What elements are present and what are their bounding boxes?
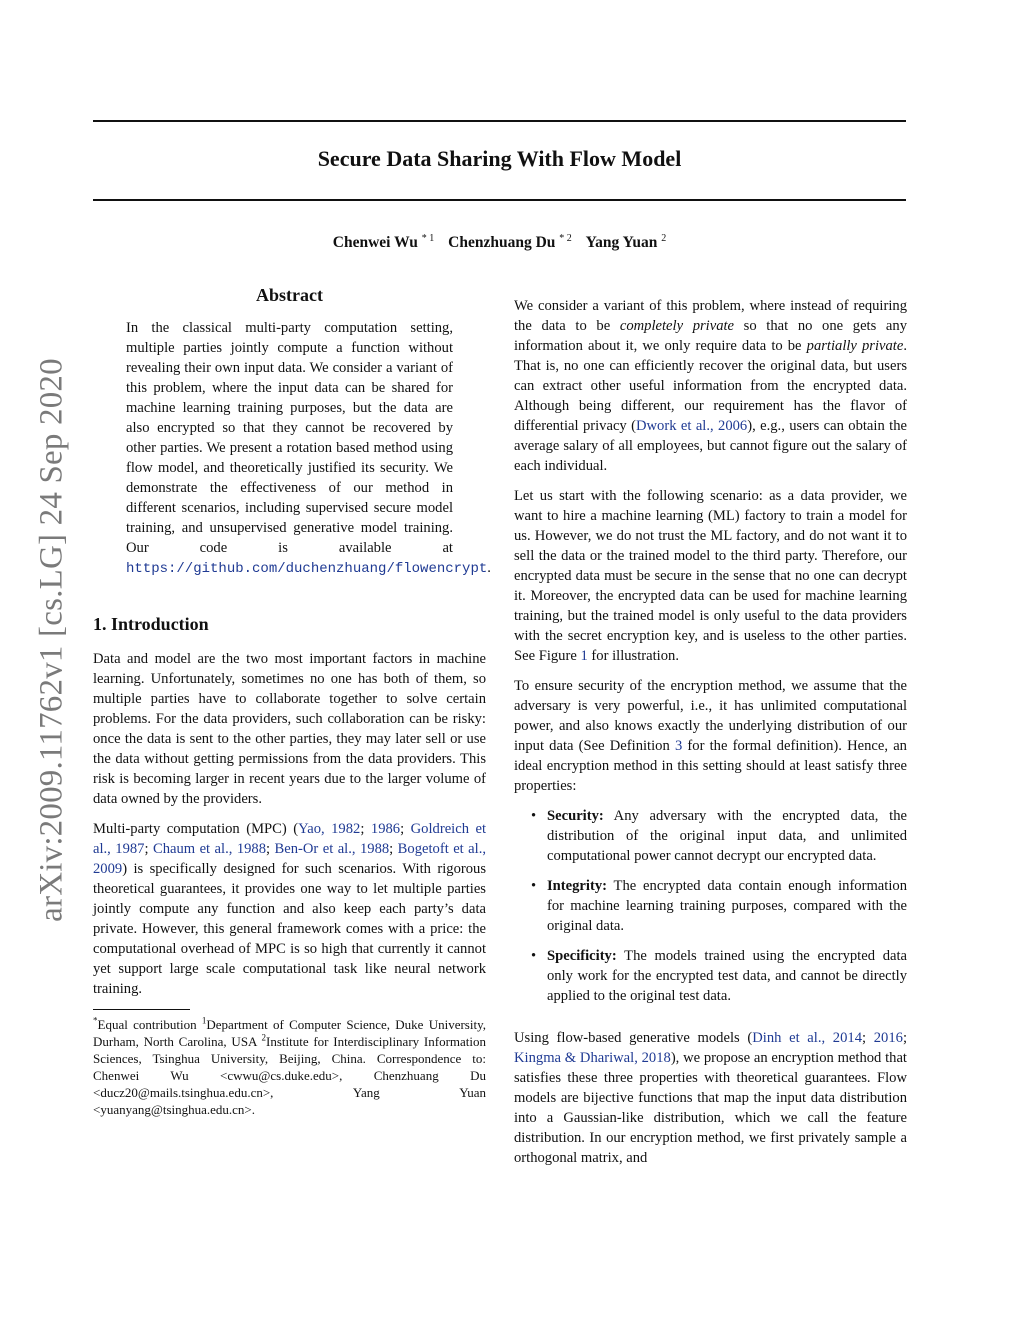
property-integrity <box>547 876 907 936</box>
citation-link[interactable]: Kingma & Dhariwal, 2018 <box>514 1050 671 1066</box>
footnote <box>93 1016 486 1118</box>
author-2 <box>448 234 572 251</box>
text-run: Equal contribution <box>97 1017 202 1032</box>
text-run: for the formal definition). Hence, an ideal encryption method in this setting should at least satisfy three properties: <box>514 738 907 794</box>
introduction-heading: 1. Introduction <box>93 614 209 634</box>
text-run: ; <box>266 841 275 857</box>
author-list <box>93 234 906 252</box>
property-label: Security: <box>547 808 604 824</box>
citation-link[interactable]: Chaum et al., 1988 <box>152 841 267 857</box>
right-paragraph-2 <box>514 486 907 666</box>
right-paragraph-3 <box>514 676 907 796</box>
property-text: The encrypted data contain enough information for machine learning training purposes, compared with the original data. <box>547 878 907 934</box>
author-mark: * 2 <box>559 232 572 244</box>
text-run: ) is specifically designed for such scenarios. With rigorous theoretical guarantees, it provides one way to let multiple parties jointly compute any function and also keep each party’s data private. However, this general framework comes with a price: the computational overhead of MPC is so high that currently it cannot yet support large scale computational task like neural network training. <box>93 861 486 997</box>
text-run: Multi-party computation (MPC) ( <box>93 821 299 837</box>
abstract-end: . <box>487 560 491 576</box>
citation-link[interactable]: Dwork et al., 2006 <box>635 418 748 434</box>
figure-ref-link[interactable]: 1 <box>580 648 588 664</box>
abstract-body <box>126 318 491 579</box>
citation-link[interactable]: Goldreich et al., 1987 <box>93 821 487 857</box>
right-paragraph-1 <box>514 296 907 476</box>
author-mark: 2 <box>661 232 667 244</box>
arxiv-side-label: arXiv:2009.11762v1 [cs.LG] 24 Sep 2020 <box>33 358 70 922</box>
text-run: ; <box>902 1030 907 1046</box>
property-label: Integrity: <box>547 878 607 894</box>
citation-link[interactable]: Yao, 1982 <box>298 821 361 837</box>
text-run: We consider a variant of this problem, where instead of requiring the data to be <box>514 298 907 334</box>
right-paragraph-4 <box>514 1028 907 1168</box>
property-specificity <box>547 946 907 1006</box>
right-column <box>514 296 907 1178</box>
text-run: ), e.g., users can obtain the average salary of all employees, but cannot figure out the salary of each individual. <box>514 418 907 474</box>
author-mark: * 1 <box>421 232 435 244</box>
text-run: so that no one gets any information about it, we only require data to be <box>514 318 907 354</box>
property-text: The models trained using the encrypted data only work for the encrypted test data, and cannot be directly applied to the original test data. <box>547 948 907 1004</box>
intro-paragraph-2 <box>93 819 486 999</box>
footnote-mark: * <box>93 1015 98 1026</box>
citation-link[interactable]: Bogetoft et al., 2009 <box>93 841 486 877</box>
footnote-mark: 2 <box>261 1032 266 1043</box>
text-run: ; <box>360 821 371 837</box>
text-run: . That is, no one can efficiently recover the original data, but users can extract other useful information from the encrypted data. Although being different, our requirement has the flavor of differential privacy ( <box>514 338 907 434</box>
citation-link[interactable]: Ben-Or et al., 1988 <box>274 841 390 857</box>
emphasis: partially private <box>806 338 904 354</box>
citation-link[interactable]: 2016 <box>873 1030 903 1046</box>
text-run: Institute for Interdisciplinary Information Sciences, Tsinghua University, Beijing, China. Correspondence to: Chenwei Wu <cwwu@cs.duke.edu>, Chenzhuang Du <ducz20@mails.tsinghua.edu.cn>, Yang Yuan <yuanyang@tsinghua.edu.cn>. <box>93 1034 486 1117</box>
author-name: Yang Yuan <box>585 234 658 251</box>
title-top-rule <box>93 120 906 122</box>
text-run: ; <box>400 821 411 837</box>
property-text: Any adversary with the encrypted data, the distribution of the original input data, and unlimited computational power cannot decrypt our encrypted data. <box>547 808 907 864</box>
property-list <box>514 806 907 1006</box>
citation-link[interactable]: 1986 <box>370 821 401 837</box>
text-run: ; <box>389 841 398 857</box>
author-3 <box>586 234 667 251</box>
footnote-mark: 1 <box>201 1015 207 1026</box>
property-label: Specificity: <box>547 948 617 964</box>
author-name: Chenwei Wu <box>332 234 418 251</box>
code-url-link[interactable]: https://github.com/duchenzhuang/flowencrypt <box>126 561 488 577</box>
emphasis: completely private <box>619 318 735 334</box>
text-run: Let us start with the following scenario: as a data provider, we want to hire a machine learning (ML) factory to train a model for us. However, we do not trust the ML factory, and do not want it to sell the data or the trained model to the third party. Therefore, our encrypted data must be secure in the sense that no one can decrypt it. Moreover, the encrypted data can be used for machine learning training, but the trained model is only useful to the data providers with the secret encryption key, and is useless to the other parties. See Figure <box>514 488 907 664</box>
abstract-heading: Abstract <box>256 285 323 305</box>
text-run: To ensure security of the encryption method, we assume that the adversary is very powerful, i.e., it has unlimited computational power, and also knows exactly the underlying distribution of our input data (See Definition <box>514 678 907 754</box>
text-run: for illustration. <box>587 648 679 664</box>
paper-title: Secure Data Sharing With Flow Model <box>317 146 682 171</box>
definition-ref-link[interactable]: 3 <box>674 738 683 754</box>
footnote-rule <box>93 1009 190 1010</box>
text-run: Using flow-based generative models ( <box>514 1030 753 1046</box>
text-run: ), we propose an encryption method that satisfies these three properties with theoretical guarantees. Flow models are bijective functions that map the input data distribution into a Gaussian-like distribution, which we call the feature distribution. In our encryption method, we first privately sample a orthogonal matrix, and <box>514 1050 907 1166</box>
text-run: Department of Computer Science, Duke University, Durham, North Carolina, USA <box>93 1017 486 1049</box>
intro-paragraph-1: Data and model are the two most important factors in machine learning. Unfortunately, sometimes no one has both of them, so multiple parties have to collaborate together to solve certain problems. For the data providers, such collaboration can be risky: once the data is sent to the other parties, they may later sell or use the data without getting permissions from the data providers. This risk is becoming larger in recent years due to the larger volume of data owned by the providers. <box>93 651 486 807</box>
citation-link[interactable]: Dinh et al., 2014 <box>752 1030 862 1046</box>
author-name: Chenzhuang Du <box>448 234 556 251</box>
text-run: ; <box>144 841 153 857</box>
title-bottom-rule <box>93 199 906 201</box>
author-1 <box>333 234 435 251</box>
abstract-text: In the classical multi-party computation setting, multiple parties jointly compute a function without revealing their own input data. We consider a variant of this problem, where the input data can be shared for machine learning training purposes, but the data are also encrypted so that they cannot be recovered by other parties. We present a rotation based method using flow model, and theoretically justified its security. We demonstrate the effectiveness of our method in different scenarios, including supervised secure model training, and unsupervised generative model training. Our code is available at <box>126 320 453 556</box>
left-column <box>93 284 491 1118</box>
property-security <box>547 806 907 866</box>
text-run: ; <box>862 1030 874 1046</box>
